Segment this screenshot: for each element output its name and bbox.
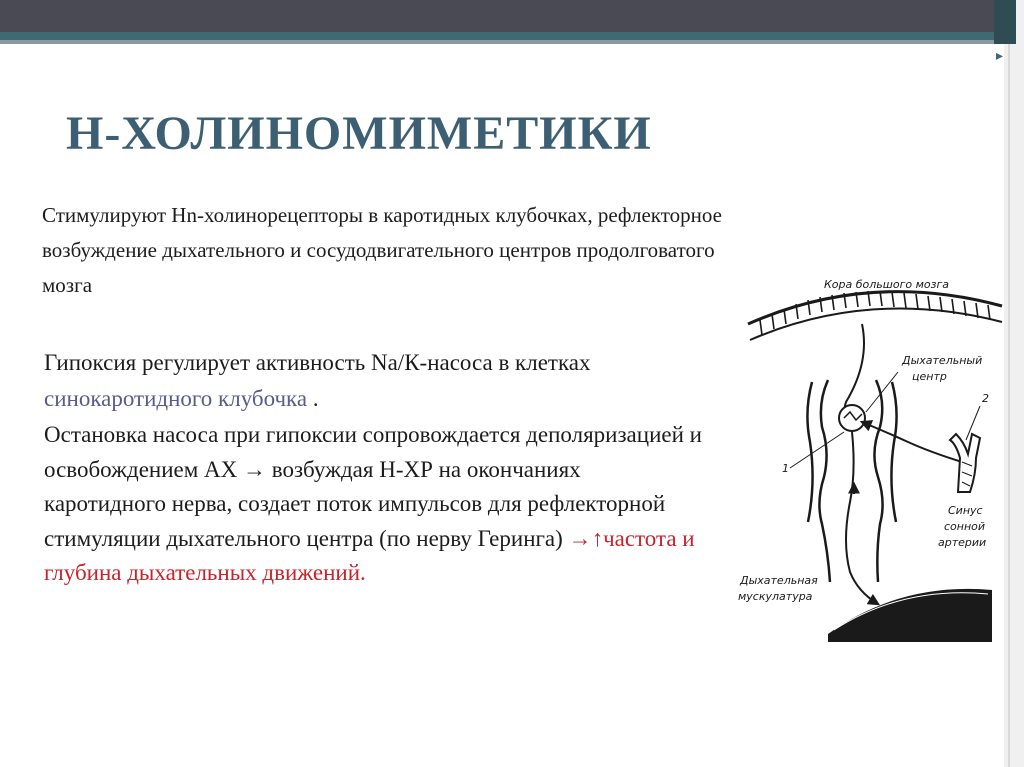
label-1: 1 [782,462,789,475]
hering-nerve [862,422,962,462]
corner-bar [994,0,1016,44]
top-bar [0,0,1024,32]
paragraph-receptors: Стимулируют Нn-холинорецепторы в каротидных клубочках, рефлекторное возбуждение дыхательного и сосудодвигательного центров продолговатого мозга [42,203,722,297]
sinus-label-3: артерии [938,536,987,549]
triangle-right-icon: ▸ [996,48,1004,64]
cortex-label: Кора большого мозга [824,278,949,291]
muscle-label-2: мускулатура [738,590,813,603]
paragraph-hypoxia-text: Гипоксия регулирует активность Na/К-насоса в клетках [44,350,591,375]
top-stripe-teal [0,32,1010,40]
sinus-label-1: Синус [948,504,983,517]
resp-center-label-2: центр [912,370,947,383]
paragraph-hypoxia [44,345,704,417]
cortex-arc [748,291,1002,340]
paragraph-mechanism-text: Остановка насоса при гипоксии сопровождается деполяризацией и освобождением АХ → возбуждая Н-ХР на окончаниях каротидного нерва, создает поток импульсов для рефлекторной стимуляции дыхательного центра (по нерву Геринга) [44,422,702,551]
sinocarotid-link[interactable]: синокаротидного клубочка [44,386,308,411]
respiratory-center [839,405,865,431]
efferent-pathway [846,432,878,604]
reflex-diagram [730,262,1010,662]
slide-title: Н-ХОЛИНОМИМЕТИКИ [66,107,652,160]
sinus-label-2: сонной [944,520,986,533]
muscle-label-1: Дыхательная [740,574,818,587]
paragraph-mechanism [44,418,704,591]
paragraph-mechanism-highlight: →↑частота и глубина дыхательных движений. [44,525,695,586]
respiratory-muscle [828,589,992,642]
label-2: 2 [982,392,989,405]
paragraph-hypoxia-end: . [307,386,319,411]
resp-center-label-1: Дыхательный [902,354,983,367]
top-stripe-gray [0,40,1010,44]
carotid-sinus [950,434,980,492]
